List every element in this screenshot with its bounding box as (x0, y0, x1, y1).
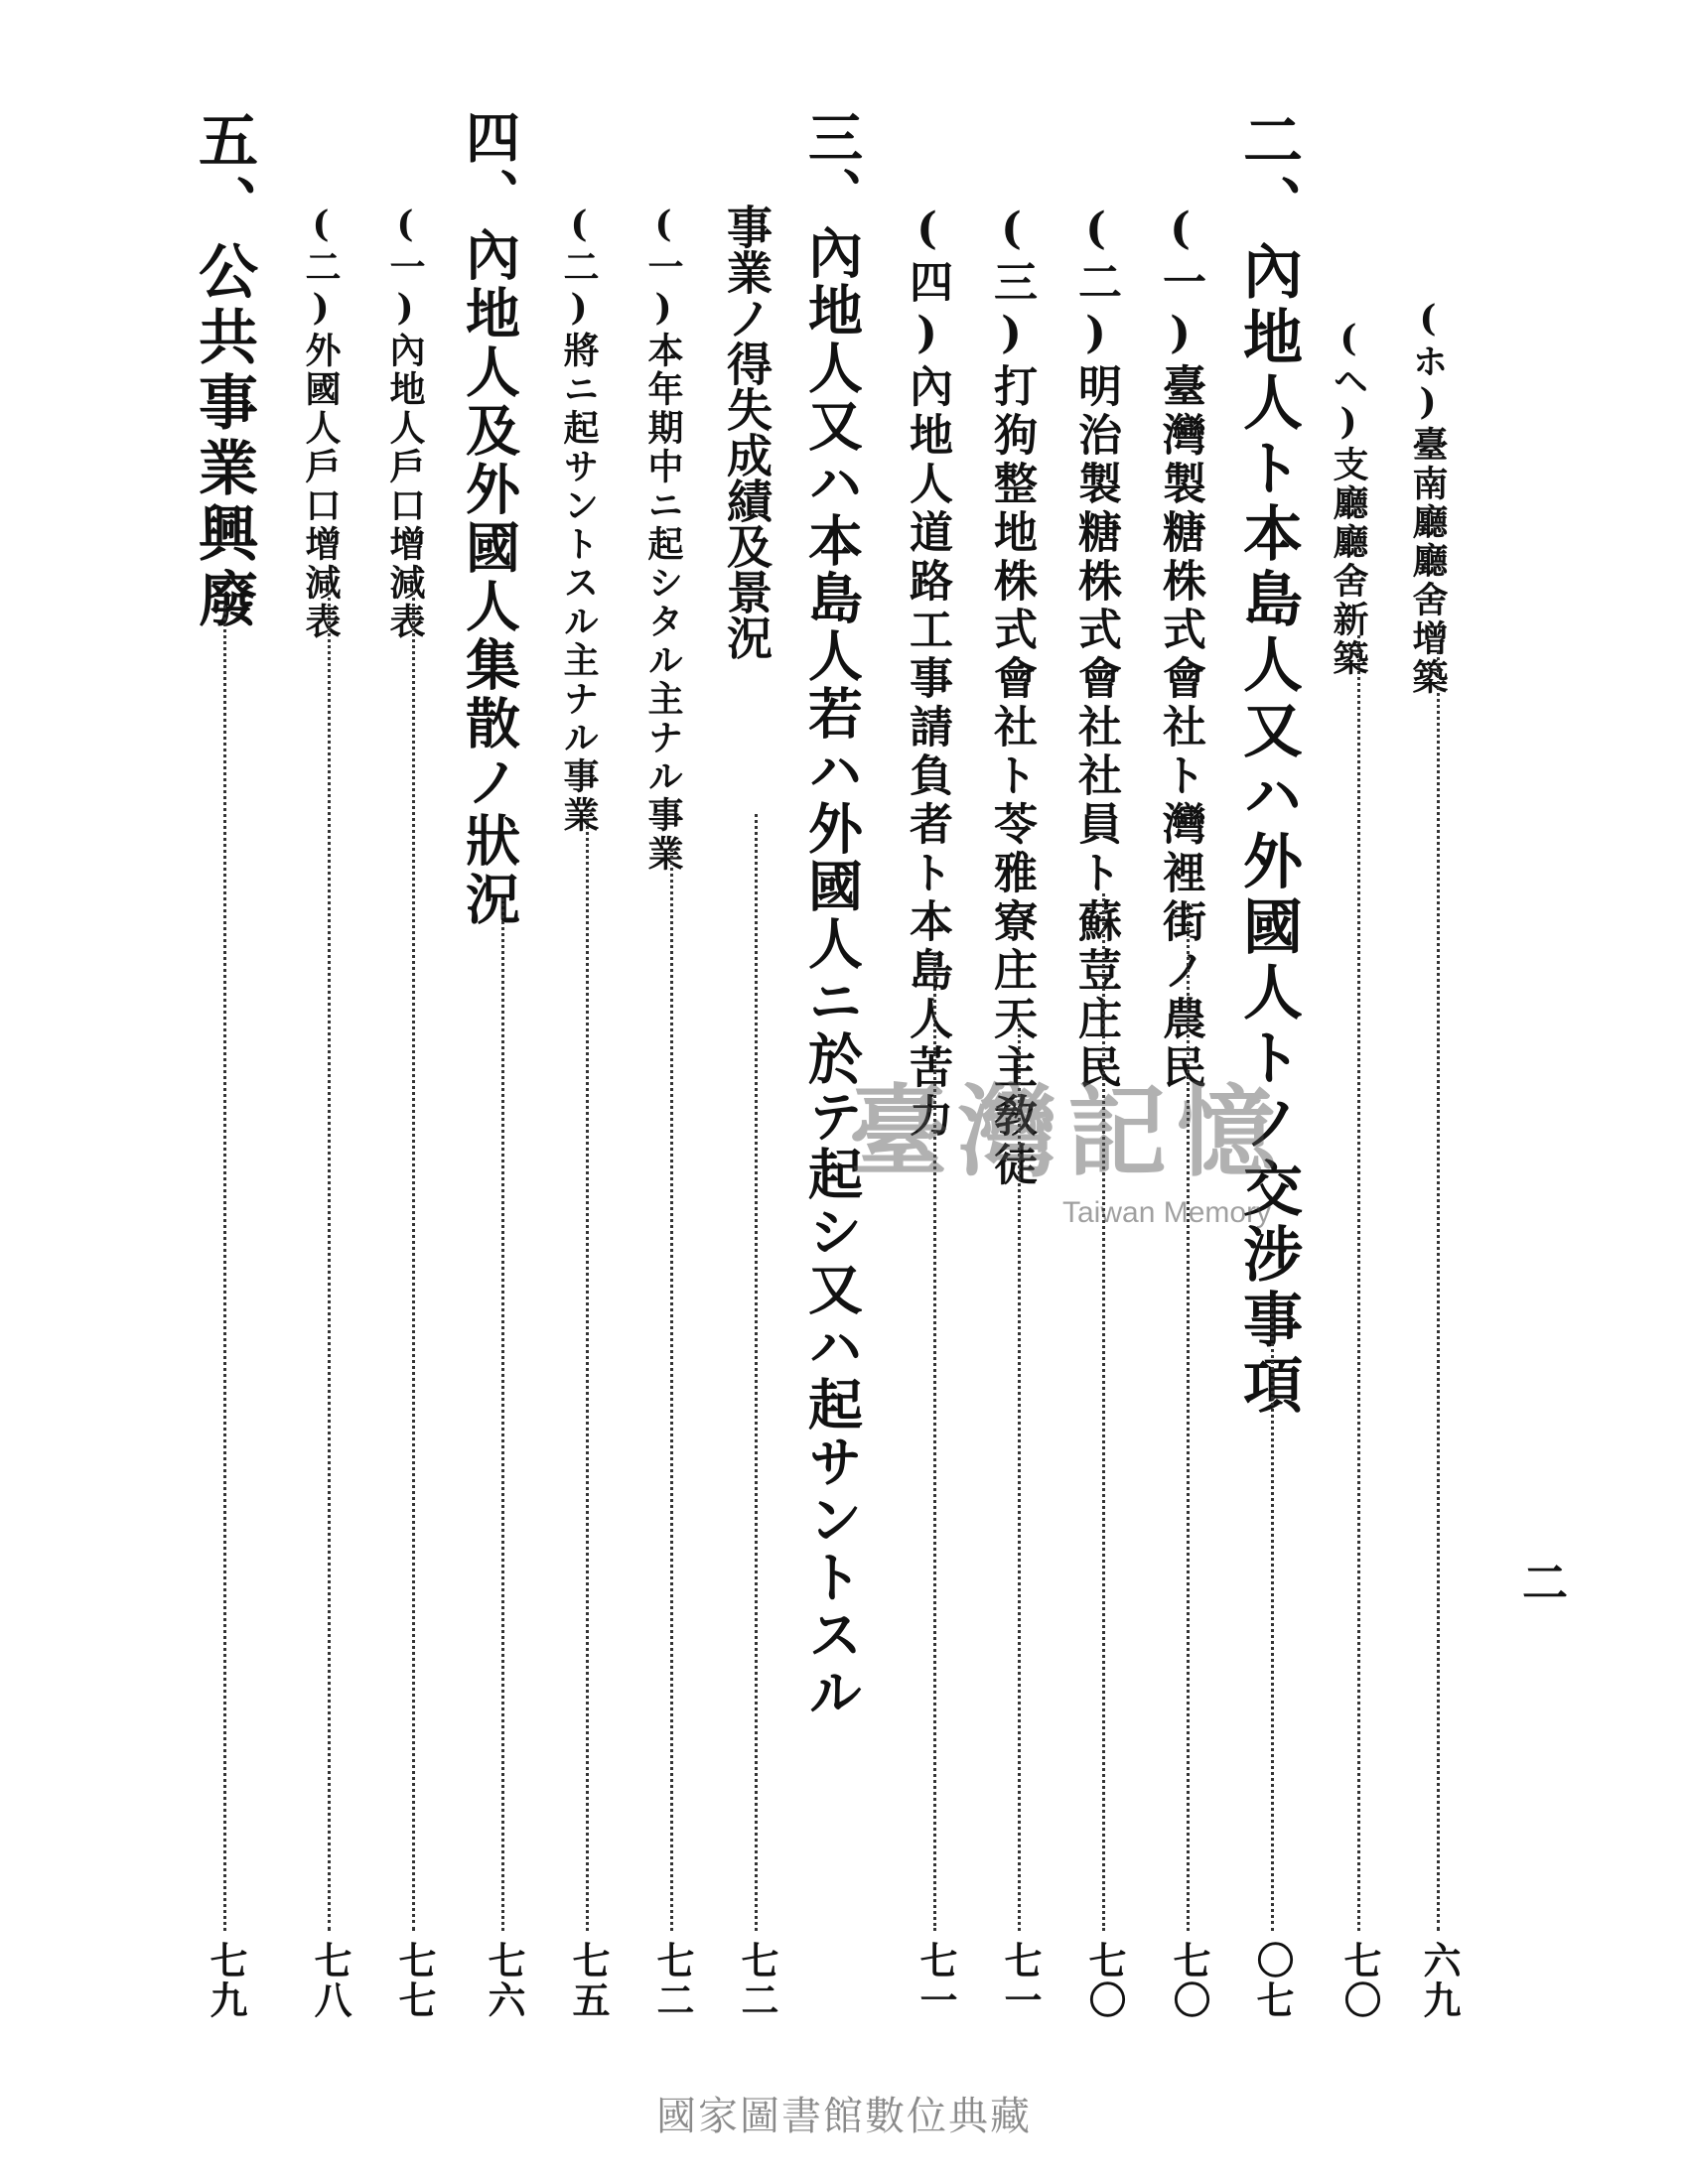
toc-entry-text: 四、內地人及外國人集散ノ狀況 (457, 109, 521, 929)
toc-entry-text: 三、內地人又ハ本島人若ハ外國人ニ於テ起シ又ハ起サントスル (799, 109, 864, 1721)
dot-leader (1357, 635, 1360, 1931)
page-number: 七一 (998, 1941, 1043, 2020)
dot-leader (328, 591, 331, 1931)
page-number: 七二 (735, 1941, 779, 2020)
page-number: 七六 (482, 1941, 526, 2020)
page-number: 七〇 (1337, 1941, 1382, 2020)
dot-leader (586, 809, 589, 1931)
dot-leader (412, 591, 415, 1931)
page-number: 七八 (308, 1941, 352, 2020)
dot-leader (1102, 893, 1105, 1931)
page-number: 七九 (204, 1941, 248, 2020)
toc-entry-text: (四)內地人道路工事請負者ト本島人苦力 (902, 204, 952, 1142)
dot-leader (1437, 650, 1440, 1931)
dot-leader (670, 849, 673, 1931)
page-number: 七〇 (1167, 1941, 1211, 2020)
toc-entry-text: 五、公共事業興廢 (189, 109, 258, 633)
watermark-logo: 臺灣記憶 (849, 1073, 1286, 1190)
page-number: 七五 (566, 1941, 611, 2020)
toc-entry-text: (二)外國人戶口增減表 (300, 204, 342, 641)
dot-leader (1271, 1300, 1274, 1931)
watermark-subtitle: Taiwan Memory (1062, 1196, 1272, 1229)
toc-entry-text: (ホ)臺南廳廳舍增築 (1407, 298, 1449, 697)
folio-page-number: 二 (1515, 1559, 1569, 1604)
toc-entry-text: (一)內地人戶口增減表 (384, 204, 426, 641)
toc-entry-text: (ヘ)支廳廳舍新築 (1328, 318, 1369, 678)
archive-footer: 國家圖書館數位典藏 (656, 2094, 1032, 2139)
dot-leader (501, 898, 504, 1931)
page-number: 七〇 (1082, 1941, 1127, 2020)
toc-entry-text: 事業ノ得失成績及景況 (720, 204, 774, 660)
toc-entry-text: (三)打狗整地株式會社ト苓雅寮庄天主敎徒 (986, 204, 1037, 1190)
toc-entry-text: 二、內地人ト本島人又ハ外國人トノ交涉事項 (1233, 109, 1303, 1420)
toc-entry-text: (一)臺灣製糖株式會社ト灣裡街ノ農民 (1155, 204, 1205, 1093)
dot-leader (755, 814, 758, 1931)
page-number: 七七 (392, 1941, 437, 2020)
page-number: 〇七 (1250, 1941, 1295, 2020)
page-number: 七二 (650, 1941, 695, 2020)
toc-entry-text: (二)將ニ起サントスル主ナル事業 (558, 204, 600, 835)
dot-leader (223, 606, 226, 1931)
page-number: 六九 (1417, 1941, 1462, 2020)
toc-entry-text: (二)明治製糖株式會社社員ト蘇荳庄民 (1070, 204, 1121, 1093)
page-number: 七一 (914, 1941, 958, 2020)
toc-entry-text: (一)本年期中ニ起シタル主ナル事業 (642, 204, 684, 874)
